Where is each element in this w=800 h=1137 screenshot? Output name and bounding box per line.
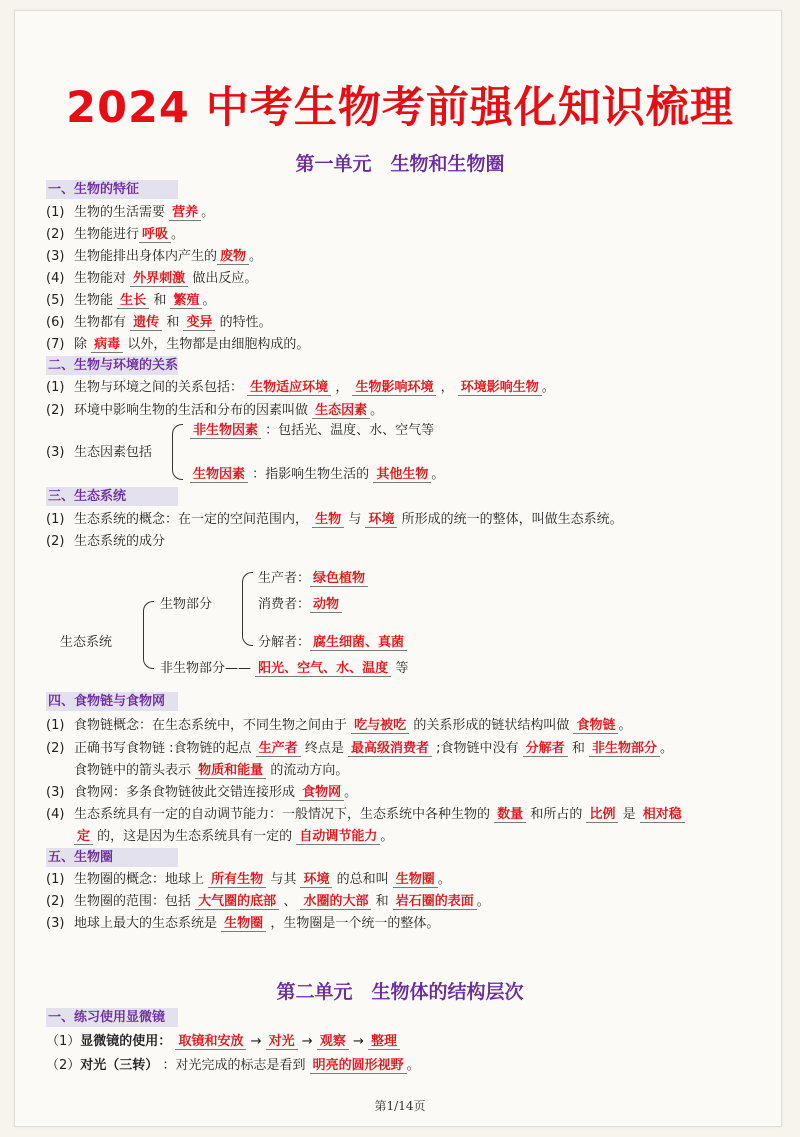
brace: [242, 572, 253, 646]
page-sheet: [14, 10, 782, 1127]
list-item: (3) 地球上最大的生态系统是 生物圈 ，生物圈是一个统一的整体。: [46, 916, 440, 931]
list-item: (1) 生态系统的概念：在一定的空间范围内， 生物 与 环境 所形成的统一的整体，叫做生态系统。: [46, 512, 623, 527]
decomposer-line: 分解者： 腐生细菌、真菌: [258, 633, 407, 652]
factor-abiotic: 非生物因素 ：包括光、温度、水、空气等: [190, 421, 434, 440]
list-item: (1) 生物与环境之间的关系包括： 生物适应环境 ， 生物影响环境 ， 环境影响生物 。: [46, 380, 555, 395]
list-item-cont: 食物链中的箭头表示 物质和能量 的流动方向。: [74, 763, 349, 778]
section-heading: 五、生物圈: [46, 848, 178, 867]
factor-biotic: 生物因素 ：指影响生物生活的 其他生物 。: [190, 465, 444, 484]
unit-2-heading: 第二单元 生物体的结构层次: [276, 981, 524, 1003]
producer-line: 生产者： 绿色植物: [258, 569, 368, 588]
list-item: (2) 生物能进行 呼吸 。: [46, 227, 185, 242]
list-item: (2) 环境中影响生物的生活和分布的因素叫做 生态因素 。: [46, 403, 384, 418]
section-heading: 三、生态系统: [46, 487, 178, 506]
page-title: 2024 中考生物考前强化知识梳理: [66, 83, 734, 133]
brace: [143, 601, 154, 669]
section-heading: 四、食物链与食物网: [46, 692, 178, 711]
bio-part-label: 生物部分: [160, 597, 213, 612]
brace: [172, 424, 183, 480]
list-item: (3) 生物能排出身体内产生的 废物 。: [46, 249, 263, 264]
list-item: （1）显微镜的使用： 取镜和安放 → 对光 → 观察 → 整理: [46, 1032, 400, 1051]
section-heading: 二、生物与环境的关系: [48, 358, 179, 373]
page-number: 第1/14页: [374, 1099, 426, 1113]
list-item: (2) 生物圈的范围：包括 大气圈的底部 、 水圈的大部 和 岩石圈的表面 。: [46, 894, 490, 909]
section-heading: 一、练习使用显微镜: [46, 1008, 178, 1027]
list-item: (4) 生物能对 外界刺激 做出反应。: [46, 271, 258, 286]
unit-1-heading: 第一单元 生物和生物圈: [295, 153, 505, 175]
list-item: (5) 生物能 生长 和 繁殖 。: [46, 293, 216, 308]
list-item: (1) 生物圈的概念：地球上 所有生物 与其 环境 的总和叫 生物圈 。: [46, 872, 451, 887]
list-item-cont: 定 的，这是因为生态系统具有一定的 自动调节能力 。: [74, 827, 393, 846]
list-item: (7) 除 病毒 以外，生物都是由细胞构成的。: [46, 337, 310, 352]
list-item: (2) 正确书写食物链 :食物链的起点 生产者 终点是 最高级消费者 ;食物链中没有 分解者 和 非生物部分 。: [46, 741, 673, 756]
eco-label: 生态系统: [60, 635, 113, 650]
list-item: (1) 食物链概念：在生态系统中，不同生物之间由于 吃与被吃 的关系形成的链状结构叫做 食物链 。: [46, 718, 632, 733]
list-item: (1) 生物的生活需要 营养 。: [46, 205, 215, 220]
list-item: (4) 生态系统具有一定的自动调节能力：一般情况下，生态系统中各种生物的 数量 和所占的 比例 是 相对稳: [46, 805, 685, 824]
nonbio-line: 非生物部分—— 阳光、空气、水、温度 等: [160, 661, 409, 676]
list-item: (3) 食物网：多条食物链彼此交错连接形成 食物网 。: [46, 785, 358, 800]
list-item: (3) 生态因素包括: [46, 445, 153, 460]
list-item: （2）对光（三转） ：对光完成的标志是看到 明亮的圆形视野 。: [46, 1058, 420, 1073]
list-item: (6) 生物都有 遗传 和 变异 的特性。: [46, 315, 272, 330]
section-heading: 一、生物的特征: [46, 180, 178, 199]
list-item: (2) 生态系统的成分: [46, 534, 166, 549]
consumer-line: 消费者： 动物: [258, 595, 342, 614]
